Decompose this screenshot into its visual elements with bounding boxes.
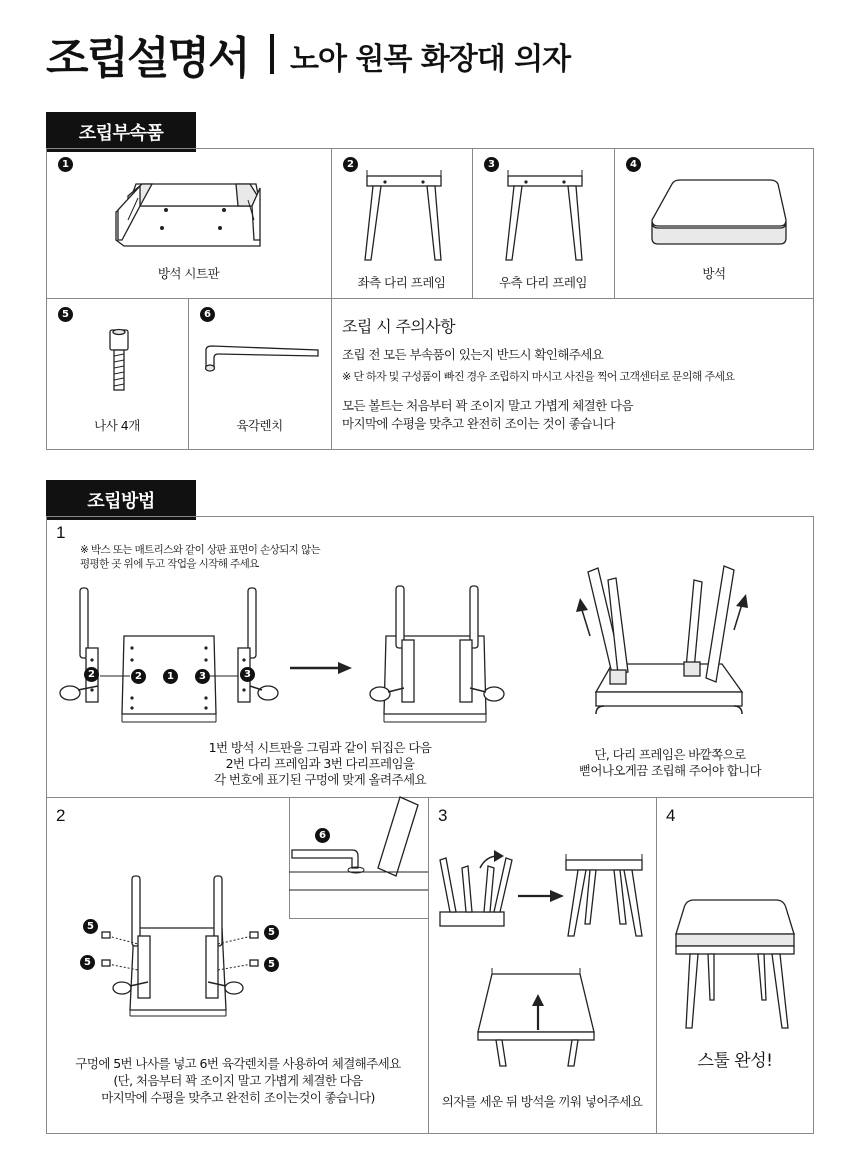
part-label: 방석 bbox=[702, 266, 726, 281]
step2-callout: 5 bbox=[264, 957, 279, 972]
part-number-badge: 1 bbox=[58, 157, 73, 172]
part-label: 방석 시트판 bbox=[157, 266, 220, 281]
step2-callout: 5 bbox=[83, 919, 98, 934]
step1-callout: 3 bbox=[195, 669, 210, 684]
product-name: 노아 원목 화장대 의자 bbox=[290, 42, 571, 77]
part-number-badge: 2 bbox=[343, 157, 358, 172]
assembly-notes-heading: 조립 시 주의사항 bbox=[342, 317, 455, 336]
assembly-note-warning: ※ 단 하자 및 구성품이 빠진 경우 조립하지 마시고 사진을 찍어 고객센터로 문의해 주세요 bbox=[342, 370, 735, 383]
part-number-badge: 6 bbox=[200, 307, 215, 322]
step1-note-caption-line: 단, 다리 프레임은 바깥쪽으로 bbox=[594, 747, 746, 762]
method-section-badge: 조립방법 bbox=[46, 480, 196, 520]
step-number: 2 bbox=[56, 806, 66, 825]
step1-note-caption-line: 뻗어나오게끔 조립해 주어야 합니다 bbox=[578, 763, 762, 778]
step2-caption-line: 마지막에 수평을 맞추고 완전히 조이는것이 좋습니다) bbox=[101, 1090, 375, 1105]
part-number-badge: 3 bbox=[484, 157, 499, 172]
part-label: 좌측 다리 프레임 bbox=[357, 275, 446, 290]
assembly-note-line: 모든 볼트는 처음부터 꽉 조이지 말고 가볍게 체결한 다음 bbox=[342, 398, 633, 413]
step1-caption-line: 각 번호에 표기된 구멍에 맞게 올려주세요 bbox=[214, 772, 426, 787]
part-label: 우측 다리 프레임 bbox=[499, 275, 587, 290]
step2-caption-line: (단, 처음부터 꽉 조이지 말고 가볍게 체결한 다음 bbox=[113, 1073, 363, 1088]
step2-caption-line: 구멍에 5번 나사를 넣고 6번 육각렌치를 사용하여 체결해주세요 bbox=[75, 1056, 401, 1071]
completion-message: 스툴 완성! bbox=[697, 1051, 773, 1071]
step1-callout: 2 bbox=[84, 667, 99, 682]
parts-section-badge: 조립부속품 bbox=[46, 112, 196, 152]
step1-note-line: ※ 박스 또는 매트리스와 같이 상판 표면이 손상되지 않는 bbox=[80, 544, 321, 556]
assembly-note-line: 마지막에 수평을 맞추고 완전히 조이는 것이 좋습니다 bbox=[342, 416, 615, 431]
step1-callout: 2 bbox=[131, 669, 146, 684]
document-title: 조립설명서 bbox=[46, 33, 249, 84]
step-number: 3 bbox=[438, 806, 448, 825]
part-number-badge: 5 bbox=[58, 307, 73, 322]
step2-callout: 5 bbox=[80, 955, 95, 970]
step3-caption: 의자를 세운 뒤 방석을 끼워 넣어주세요 bbox=[441, 1094, 643, 1109]
part-label: 육각렌치 bbox=[236, 418, 283, 433]
part-label: 나사 4개 bbox=[94, 418, 140, 433]
step1-caption-line: 2번 다리 프레임과 3번 다리프레임을 bbox=[225, 756, 415, 771]
step1-callout: 1 bbox=[163, 669, 178, 684]
step1-note-line: 평평한 곳 위에 두고 작업을 시작해 주세요 bbox=[80, 558, 259, 570]
wrench-detail-callout: 6 bbox=[315, 828, 330, 843]
step-number: 1 bbox=[56, 523, 66, 542]
step1-caption-line: 1번 방석 시트판을 그림과 같이 뒤집은 다음 bbox=[208, 740, 432, 755]
step-number: 4 bbox=[666, 806, 676, 825]
step2-callout: 5 bbox=[264, 925, 279, 940]
part-number-badge: 4 bbox=[626, 157, 641, 172]
step1-callout: 3 bbox=[240, 667, 255, 682]
assembly-note-line: 조립 전 모든 부속품이 있는지 반드시 확인해주세요 bbox=[342, 347, 604, 362]
